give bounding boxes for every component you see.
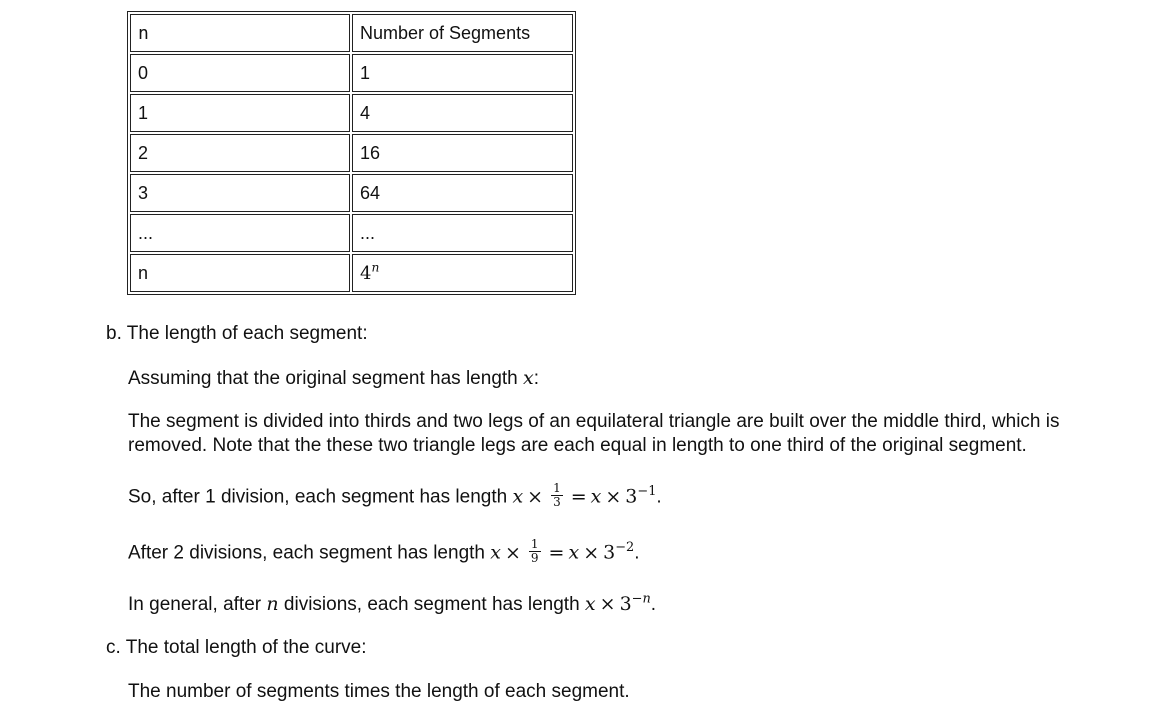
period: . — [634, 542, 640, 564]
division-1-text: So, after 1 division, each segment has length — [128, 486, 513, 508]
table-cell: 3 — [130, 174, 350, 212]
general-text-1: In general, after — [128, 594, 267, 615]
section-b-label: b. The length of each segment: — [106, 323, 368, 344]
fraction-denominator: 3 — [553, 495, 561, 509]
table-cell: 4 — [352, 94, 573, 132]
fraction-numerator: 1 — [553, 481, 561, 495]
table-cell-power — [352, 254, 573, 292]
colon: : — [533, 368, 540, 389]
fraction-one-ninth — [529, 538, 541, 565]
fraction-numerator: 1 — [530, 537, 539, 551]
var-x: x — [584, 593, 596, 615]
times-symbol: × — [605, 485, 622, 508]
division-2-text: After 2 divisions, each segment has length — [128, 542, 491, 564]
fraction-one-third — [551, 482, 563, 509]
table-row — [130, 134, 573, 172]
table-header-row — [130, 14, 573, 52]
assumption-text: Assuming that the original segment has length — [128, 368, 524, 389]
table-row — [130, 254, 573, 292]
section-c-label: c. The total length of the curve: — [106, 637, 367, 658]
equals-symbol: = — [570, 485, 587, 508]
general-text-2: divisions, each segment has length — [278, 594, 585, 615]
table-cell: 1 — [130, 94, 350, 132]
times-symbol: × — [504, 541, 521, 564]
power-base: 3 — [603, 541, 616, 564]
var-x: x — [568, 541, 580, 564]
description-paragraph: The segment is divided into thirds and two legs of an equilateral triangle are built over the middle third, which is removed. Note that the these two triangle legs are each equal in length to one third of the original segment. — [128, 411, 1060, 456]
power-base: 4 — [360, 262, 372, 284]
table-cell: 2 — [130, 134, 350, 172]
division-1-line — [128, 481, 662, 511]
general-line — [128, 592, 656, 617]
section-c-text: The number of segments times the length of each segment. — [128, 681, 630, 702]
power-exponent: −n — [631, 591, 651, 607]
table-cell: 16 — [352, 134, 573, 172]
table-cell: ... — [130, 214, 350, 252]
table-cell: 1 — [352, 54, 573, 92]
power-base: 3 — [619, 593, 632, 615]
table-row — [130, 94, 573, 132]
var-n: n — [266, 593, 279, 615]
power-exponent: −2 — [615, 539, 635, 555]
assumption-line — [128, 366, 539, 391]
power-exponent: n — [371, 260, 380, 275]
var-x: x — [590, 485, 602, 508]
power-exponent: −1 — [637, 483, 657, 499]
table-row — [130, 214, 573, 252]
table-row — [130, 174, 573, 212]
var-x: x — [523, 367, 534, 389]
times-symbol: × — [527, 485, 544, 508]
var-x: x — [512, 485, 524, 508]
period: . — [656, 486, 662, 508]
table-cell: 64 — [352, 174, 573, 212]
times-symbol: × — [583, 541, 600, 564]
table-cell: ... — [352, 214, 573, 252]
table-cell: n — [130, 254, 350, 292]
segments-table — [127, 11, 576, 295]
table-cell: 0 — [130, 54, 350, 92]
period: . — [650, 594, 657, 615]
fraction-denominator: 9 — [530, 551, 539, 565]
table-header-n: n — [130, 14, 350, 52]
table-header-segments: Number of Segments — [352, 14, 573, 52]
equals-symbol: = — [548, 541, 565, 564]
table-row — [130, 54, 573, 92]
division-2-line — [128, 537, 640, 567]
times-symbol: × — [599, 593, 616, 615]
var-x: x — [490, 541, 501, 564]
power-base: 3 — [625, 485, 638, 508]
